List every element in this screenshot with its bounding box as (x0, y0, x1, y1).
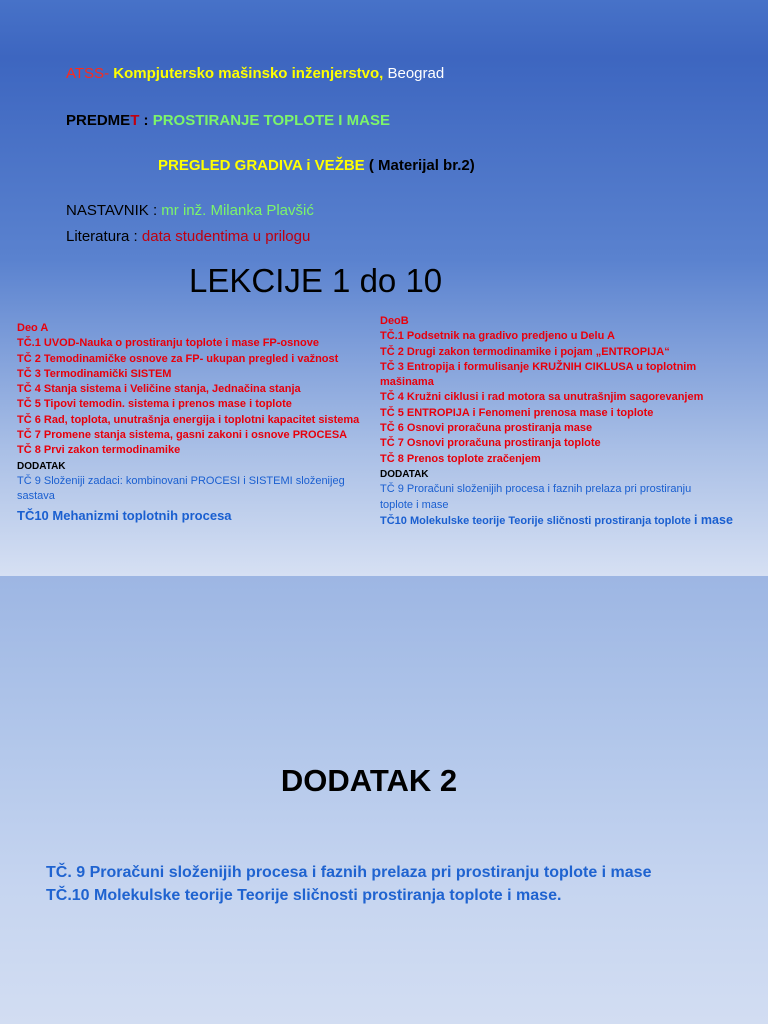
part-b-heading: DeoB (380, 315, 409, 327)
part-a-appendix-item: TČ10 Mehanizmi toplotnih procesa (17, 507, 232, 523)
part-b-appendix-item-last (380, 513, 745, 529)
subject-colon: : (139, 112, 153, 129)
part-a-item: TČ 8 Prvi zakon termodinamike (17, 444, 181, 457)
literature-label: Literatura : (66, 228, 138, 245)
part-a-item: TČ.1 UVOD-Nauka o prostiranju toplote i mase FP-osnove (17, 337, 319, 350)
material-number: ( Materijal br.2) (364, 157, 475, 174)
teacher-line (66, 202, 314, 219)
overview-line (158, 157, 475, 174)
subject-label-b: T (130, 112, 140, 129)
part-b-appendix-text: TČ10 Molekulske teorije Teorije sličnosti prostiranja toplote (380, 514, 694, 527)
part-a-item: TČ 6 Rad, toplota, unutrašnja energija i toplotni kapacitet sistema (17, 413, 360, 426)
lessons-title: LEKCIJE 1 do 10 (189, 262, 443, 299)
header-dash: - (104, 65, 114, 82)
part-b-appendix-label: DODATAK (380, 468, 429, 480)
subject-label-a: PREDME (66, 112, 131, 129)
teacher-name: mr inž. Milanka Plavšić (157, 202, 314, 219)
literature-value: data studentima u prilogu (137, 228, 311, 245)
overview-text: PREGLED GRADIVA i VEŽBE (158, 157, 365, 174)
appendix-2-title: DODATAK 2 (280, 763, 458, 798)
part-a-item: TČ 5 Tipovi temodin. sistema i prenos mase i toplote (17, 398, 292, 411)
part-a-item: TČ 2 Temodinamičke osnove za FP- ukupan pregled i važnost (17, 352, 339, 365)
part-b-appendix-tail: i mase (693, 512, 733, 527)
part-b-item: TČ 4 Kružni ciklusi i rad motora sa unutrašnjim sagorevanjem (380, 391, 704, 404)
part-a-appendix-item: TČ 9 Složeniji zadaci: kombinovani PROCESI i SISTEMI složenijeg sastava (17, 474, 345, 503)
city-name: Beograd (383, 65, 445, 82)
teacher-label: NASTAVNIK : (66, 202, 158, 219)
part-b-appendix-item: TČ 9 Proračuni složenijih procesa i faznih prelaza pri prostiranju toplote i mase (380, 483, 692, 511)
part-a-item: TČ 7 Promene stanja sistema, gasni zakoni i osnove PROCESA (17, 429, 348, 442)
part-a-heading: Deo A (17, 322, 49, 334)
part-b-item: TČ.1 Podsetnik na gradivo predjeno u Delu A (380, 330, 615, 343)
part-b-list (380, 314, 745, 529)
school-header (66, 65, 444, 82)
slide-2 (0, 576, 768, 1024)
part-a-list (17, 321, 362, 523)
appendix-2-line: TČ.10 Molekulske teorije Teorije sličnosti prostiranja toplote i mase. (46, 887, 562, 904)
part-b-item: TČ 2 Drugi zakon termodinamike i pojam „ENTROPIJA“ (380, 345, 670, 358)
part-a-item: TČ 3 Termodinamički SISTEM (17, 367, 172, 380)
part-b-item: TČ 7 Osnovi proračuna prostiranja toplote (380, 437, 601, 450)
subject-line (66, 112, 390, 129)
school-abbreviation: ATSS (66, 65, 105, 82)
part-b-item: TČ 8 Prenos toplote zračenjem (380, 452, 541, 465)
part-a-appendix-label: DODATAK (17, 460, 66, 472)
subject-value: PROSTIRANJE TOPLOTE I MASE (152, 112, 390, 129)
part-b-item: TČ 5 ENTROPIJA i Fenomeni prenosa mase i toplote (380, 406, 654, 419)
appendix-2-line: TČ. 9 Proračuni složenijih procesa i faznih prelaza pri prostiranju toplote i mase (46, 864, 652, 881)
part-a-item: TČ 4 Stanja sistema i Veličine stanja, Jednačina stanja (17, 383, 301, 396)
part-b-item: TČ 3 Entropija i formulisanje KRUŽNIH CIKLUSA u toplotnim mašinama (380, 360, 697, 389)
part-b-item: TČ 6 Osnovi proračuna prostiranja mase (380, 422, 593, 435)
program-name: Kompjutersko mašinsko inženjerstvo, (113, 65, 384, 82)
literature-line (66, 228, 310, 245)
